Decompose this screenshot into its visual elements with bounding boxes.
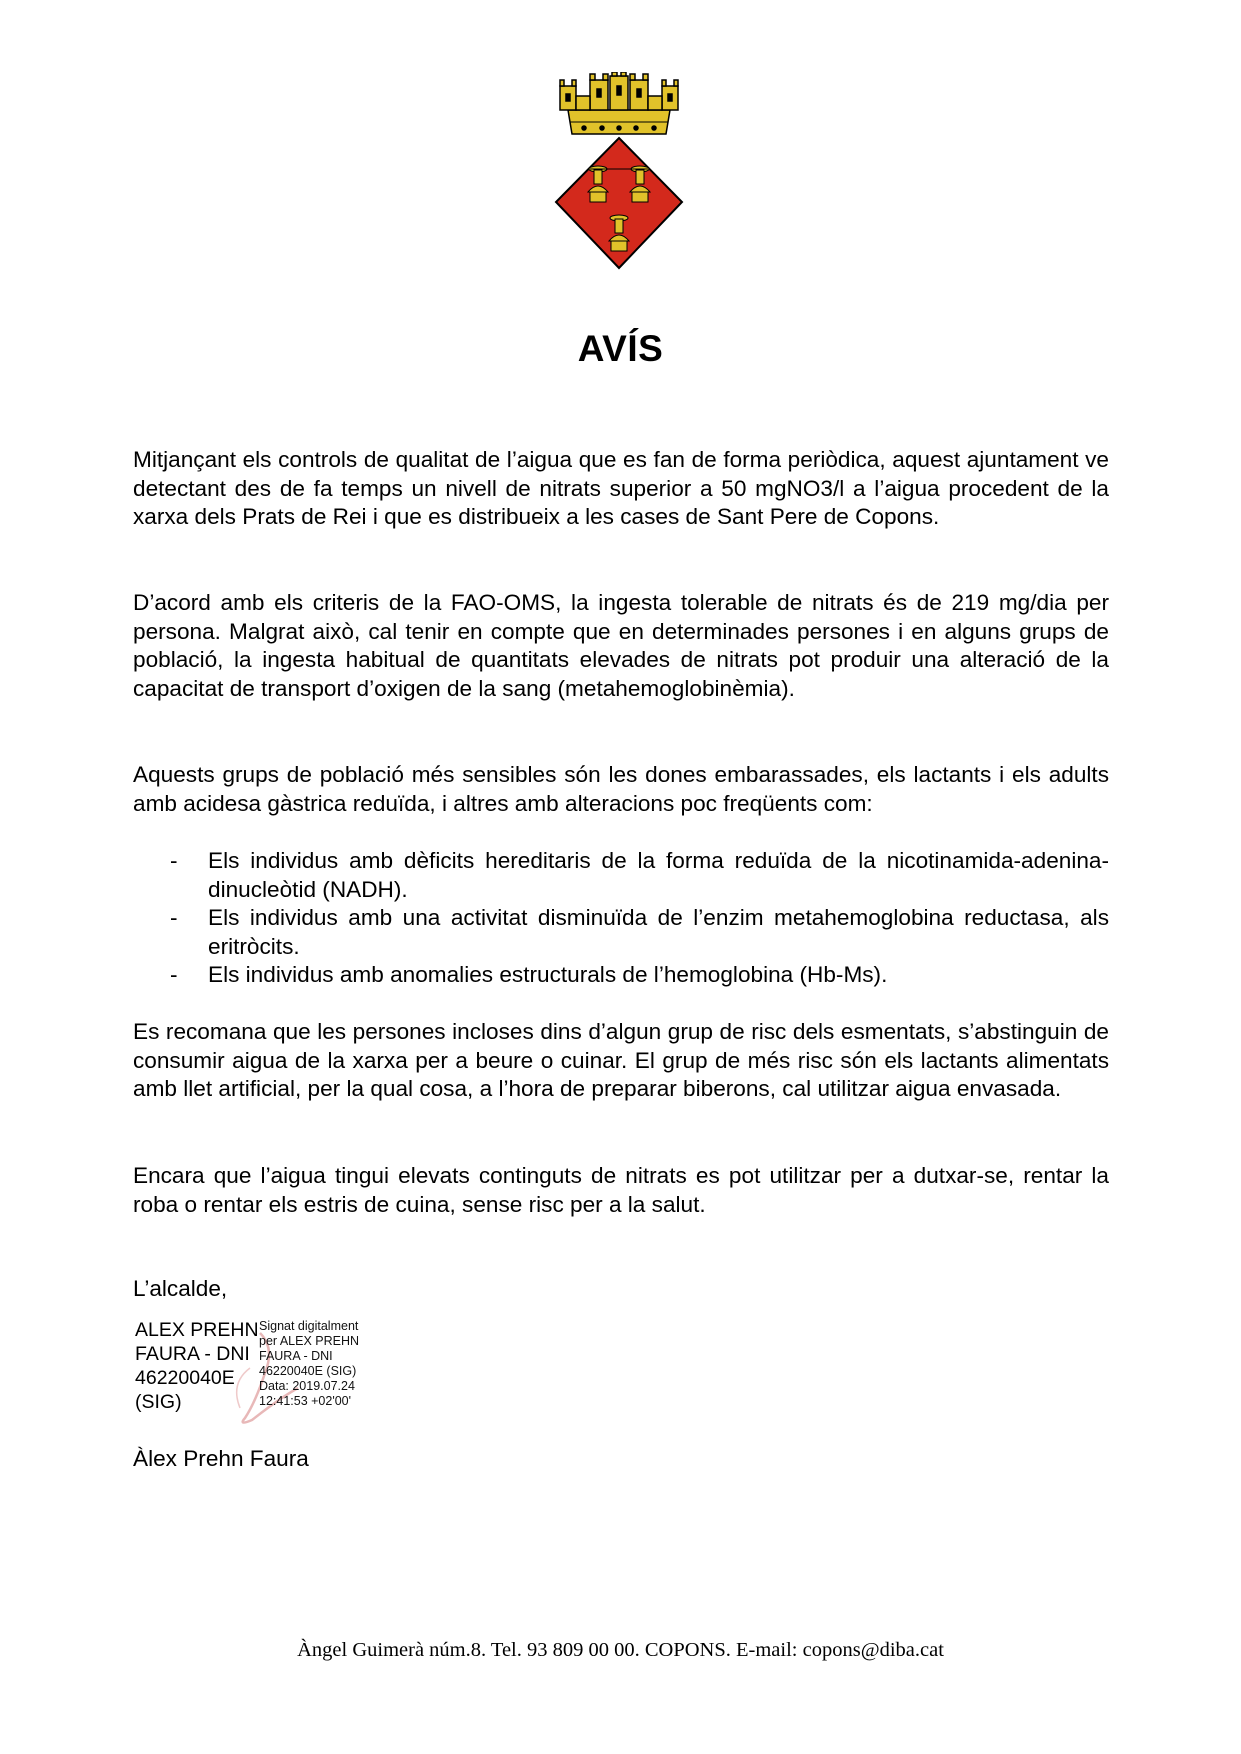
list-marker: - [170,962,178,988]
crown [560,72,678,134]
page-title: AVÍS [577,328,664,369]
signature-name-block: ALEX PREHN FAURA - DNI 46220040E (SIG) [135,1319,259,1413]
signature-details: Signat digitalment per ALEX PREHN FAURA - DNI 46220040E (SIG) Data: 2019.07.24 12:41:53 +02'00' [259,1319,360,1408]
list-marker: - [170,905,178,931]
list-item [133,847,1109,904]
risk-group-list [133,847,1109,990]
body-paragraph: Es recomana que les persones incloses dins d’algun grup de risc dels esmentats, s’abstinguin de consumir aigua de la xarxa per a beure o cuinar. El grup de més risc són els lactants alimentats amb llet artificial, per la qual cosa, a l’hora de preparar biberons, cal utilitzar aigua envasada. [133,1019,1109,1102]
closing-salutation: L’alcalde, [133,1276,228,1301]
list-item-text: Els individus amb una activitat disminuïda de l’enzim metahemoglobina reductasa, als eritròcits. [208,905,1109,959]
list-item [133,961,1109,990]
list-marker: - [170,848,178,873]
municipal-coat-of-arms-icon [550,72,688,282]
digital-signature [135,1318,395,1426]
list-item-text: Els individus amb dèficits hereditaris de la forma reduïda de la nicotinamida-adenina-dinucleòtid (NADH). [208,848,1109,902]
list-item [133,904,1109,961]
body-paragraph: D’acord amb els criteris de la FAO-OMS, la ingesta tolerable de nitrats és de 219 mg/dia per persona. Malgrat això, cal tenir en compte que en determinades persones i en alguns grups de població, la ingesta habitual de quantitats elevades de nitrats pot produir una alteració de la capacitat de transport d’oxigen de la sang (metahemoglobinèmia). [133,590,1109,701]
signer-name: Àlex Prehn Faura [133,1446,309,1471]
body-paragraph: Aquests grups de població més sensibles són les dones embarassades, els lactants i els adults amb acidesa gàstrica reduïda, i altres amb alteracions poc freqüents com: [133,762,1109,816]
footer-contact: Àngel Guimerà núm.8. Tel. 93 809 00 00. COPONS. E-mail: copons@diba.cat [297,1639,944,1661]
list-item-text: Els individus amb anomalies estructurals de l’hemoglobina (Hb-Ms). [208,962,888,988]
body-paragraph: Encara que l’aigua tingui elevats continguts de nitrats es pot utilitzar per a dutxar-se, rentar la roba o rentar els estris de cuina, sense risc per a la salut. [133,1163,1109,1217]
shield [556,138,682,268]
body-paragraph: Mitjançant els controls de qualitat de l’aigua que es fan de forma periòdica, aquest ajuntament ve detectant des de fa temps un nivell de nitrats superior a 50 mgNO3/l a l’aigua procedent de la xarxa dels Prats de Rei i que es distribueix a les cases de Sant Pere de Copons. [133,447,1109,530]
